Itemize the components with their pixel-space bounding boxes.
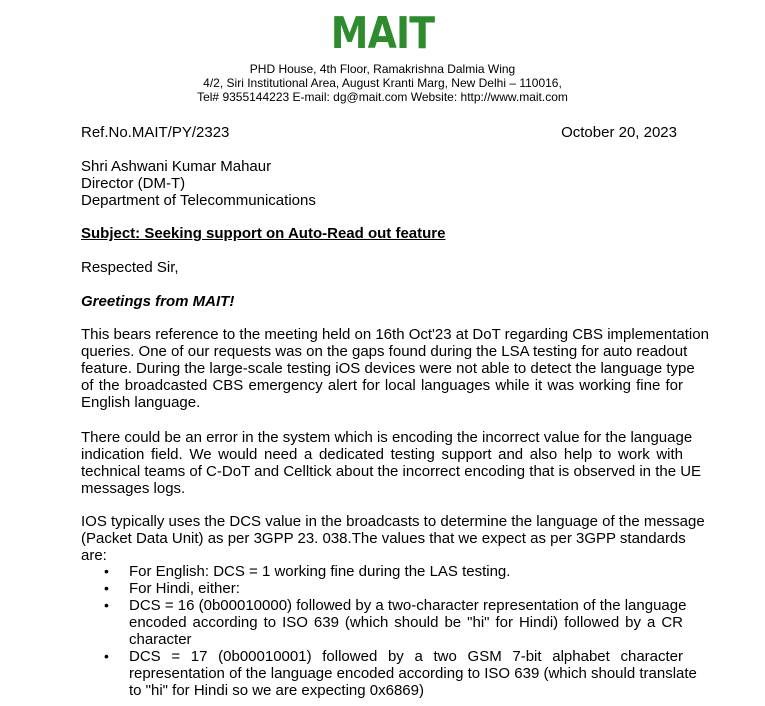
- list-item-line: • For English: DCS = 1 working fine during the LAS testing.: [129, 563, 511, 580]
- list-item: [81, 580, 683, 597]
- paragraph-line: messages logs.: [81, 480, 186, 497]
- addressee-title: Director (DM-T): [81, 175, 186, 192]
- paragraph-line: indication field. We would need a dedicated testing support and also help to work with: [81, 446, 683, 463]
- subject-line: Subject: Seeking support on Auto-Read out feature: [81, 225, 446, 242]
- dcs-bullet-list: [81, 563, 697, 699]
- paragraph-line: queries. One of our requests was on the gaps found during the LSA testing for auto readout: [81, 343, 688, 360]
- paragraph-dcs-values: [81, 513, 705, 564]
- list-item-line: to "hi" for Hindi so we are expecting 0x6869): [129, 682, 424, 699]
- reference-number: Ref.No.MAIT/PY/2323: [81, 124, 230, 141]
- list-item-line: • DCS = 17 (0b00010001) followed by a two GSM 7-bit alphabet character: [129, 648, 683, 665]
- mait-logo: [54, 8, 712, 59]
- paragraph-line: English language.: [81, 394, 201, 411]
- list-item-line: character: [129, 631, 192, 648]
- letterhead-address: [0, 62, 765, 104]
- list-item: [81, 648, 697, 699]
- salutation: Respected Sir,: [81, 259, 179, 276]
- paragraph-encoding-error: [81, 429, 702, 497]
- list-item-line: • DCS = 16 (0b00010000) followed by a two-character representation of the language: [129, 597, 687, 614]
- paragraph-line: of the broadcasted CBS emergency alert for local languages while it was working fine for: [81, 377, 683, 394]
- paragraph-line: IOS typically uses the DCS value in the broadcasts to determine the language of the message: [81, 513, 705, 530]
- logo-text: MAIT: [330, 8, 435, 59]
- list-item: [81, 597, 687, 648]
- paragraph-meeting-reference: [81, 326, 709, 411]
- paragraph-line: (Packet Data Unit) as per 3GPP 23. 038.The values that we expect as per 3GPP standards: [81, 530, 686, 547]
- paragraph-line: technical teams of C-DoT and Celltick about the incorrect encoding that is observed in the UE: [81, 463, 702, 480]
- greeting: Greetings from MAIT!: [81, 293, 235, 310]
- letterhead-line-3: Tel# 9355144223 E-mail: dg@mait.com Website: http://www.mait.com: [197, 90, 568, 104]
- letterhead-line-2: 4/2, Siri Institutional Area, August Kranti Marg, New Delhi – 110016,: [203, 76, 562, 90]
- addressee-block: [81, 158, 316, 209]
- addressee-department: Department of Telecommunications: [81, 192, 316, 209]
- addressee-name: Shri Ashwani Kumar Mahaur: [81, 158, 272, 175]
- paragraph-line: This bears reference to the meeting held on 16th Oct'23 at DoT regarding CBS implementation: [81, 326, 709, 343]
- paragraph-line: are:: [81, 547, 107, 564]
- list-item-line: encoded according to ISO 639 (which should be "hi" for Hindi) followed by a CR: [129, 614, 683, 631]
- list-item-line: representation of the language encoded according to ISO 639 (which should translate: [129, 665, 697, 682]
- letterhead-line-1: PHD House, 4th Floor, Ramakrishna Dalmia Wing: [249, 62, 516, 76]
- list-item-line: • For Hindi, either:: [129, 580, 240, 597]
- letter-date: October 20, 2023: [561, 124, 677, 141]
- list-item: [81, 563, 683, 580]
- paragraph-line: feature. During the large-scale testing iOS devices were not able to detect the language type: [81, 360, 695, 377]
- paragraph-line: There could be an error in the system which is encoding the incorrect value for the language: [81, 429, 693, 446]
